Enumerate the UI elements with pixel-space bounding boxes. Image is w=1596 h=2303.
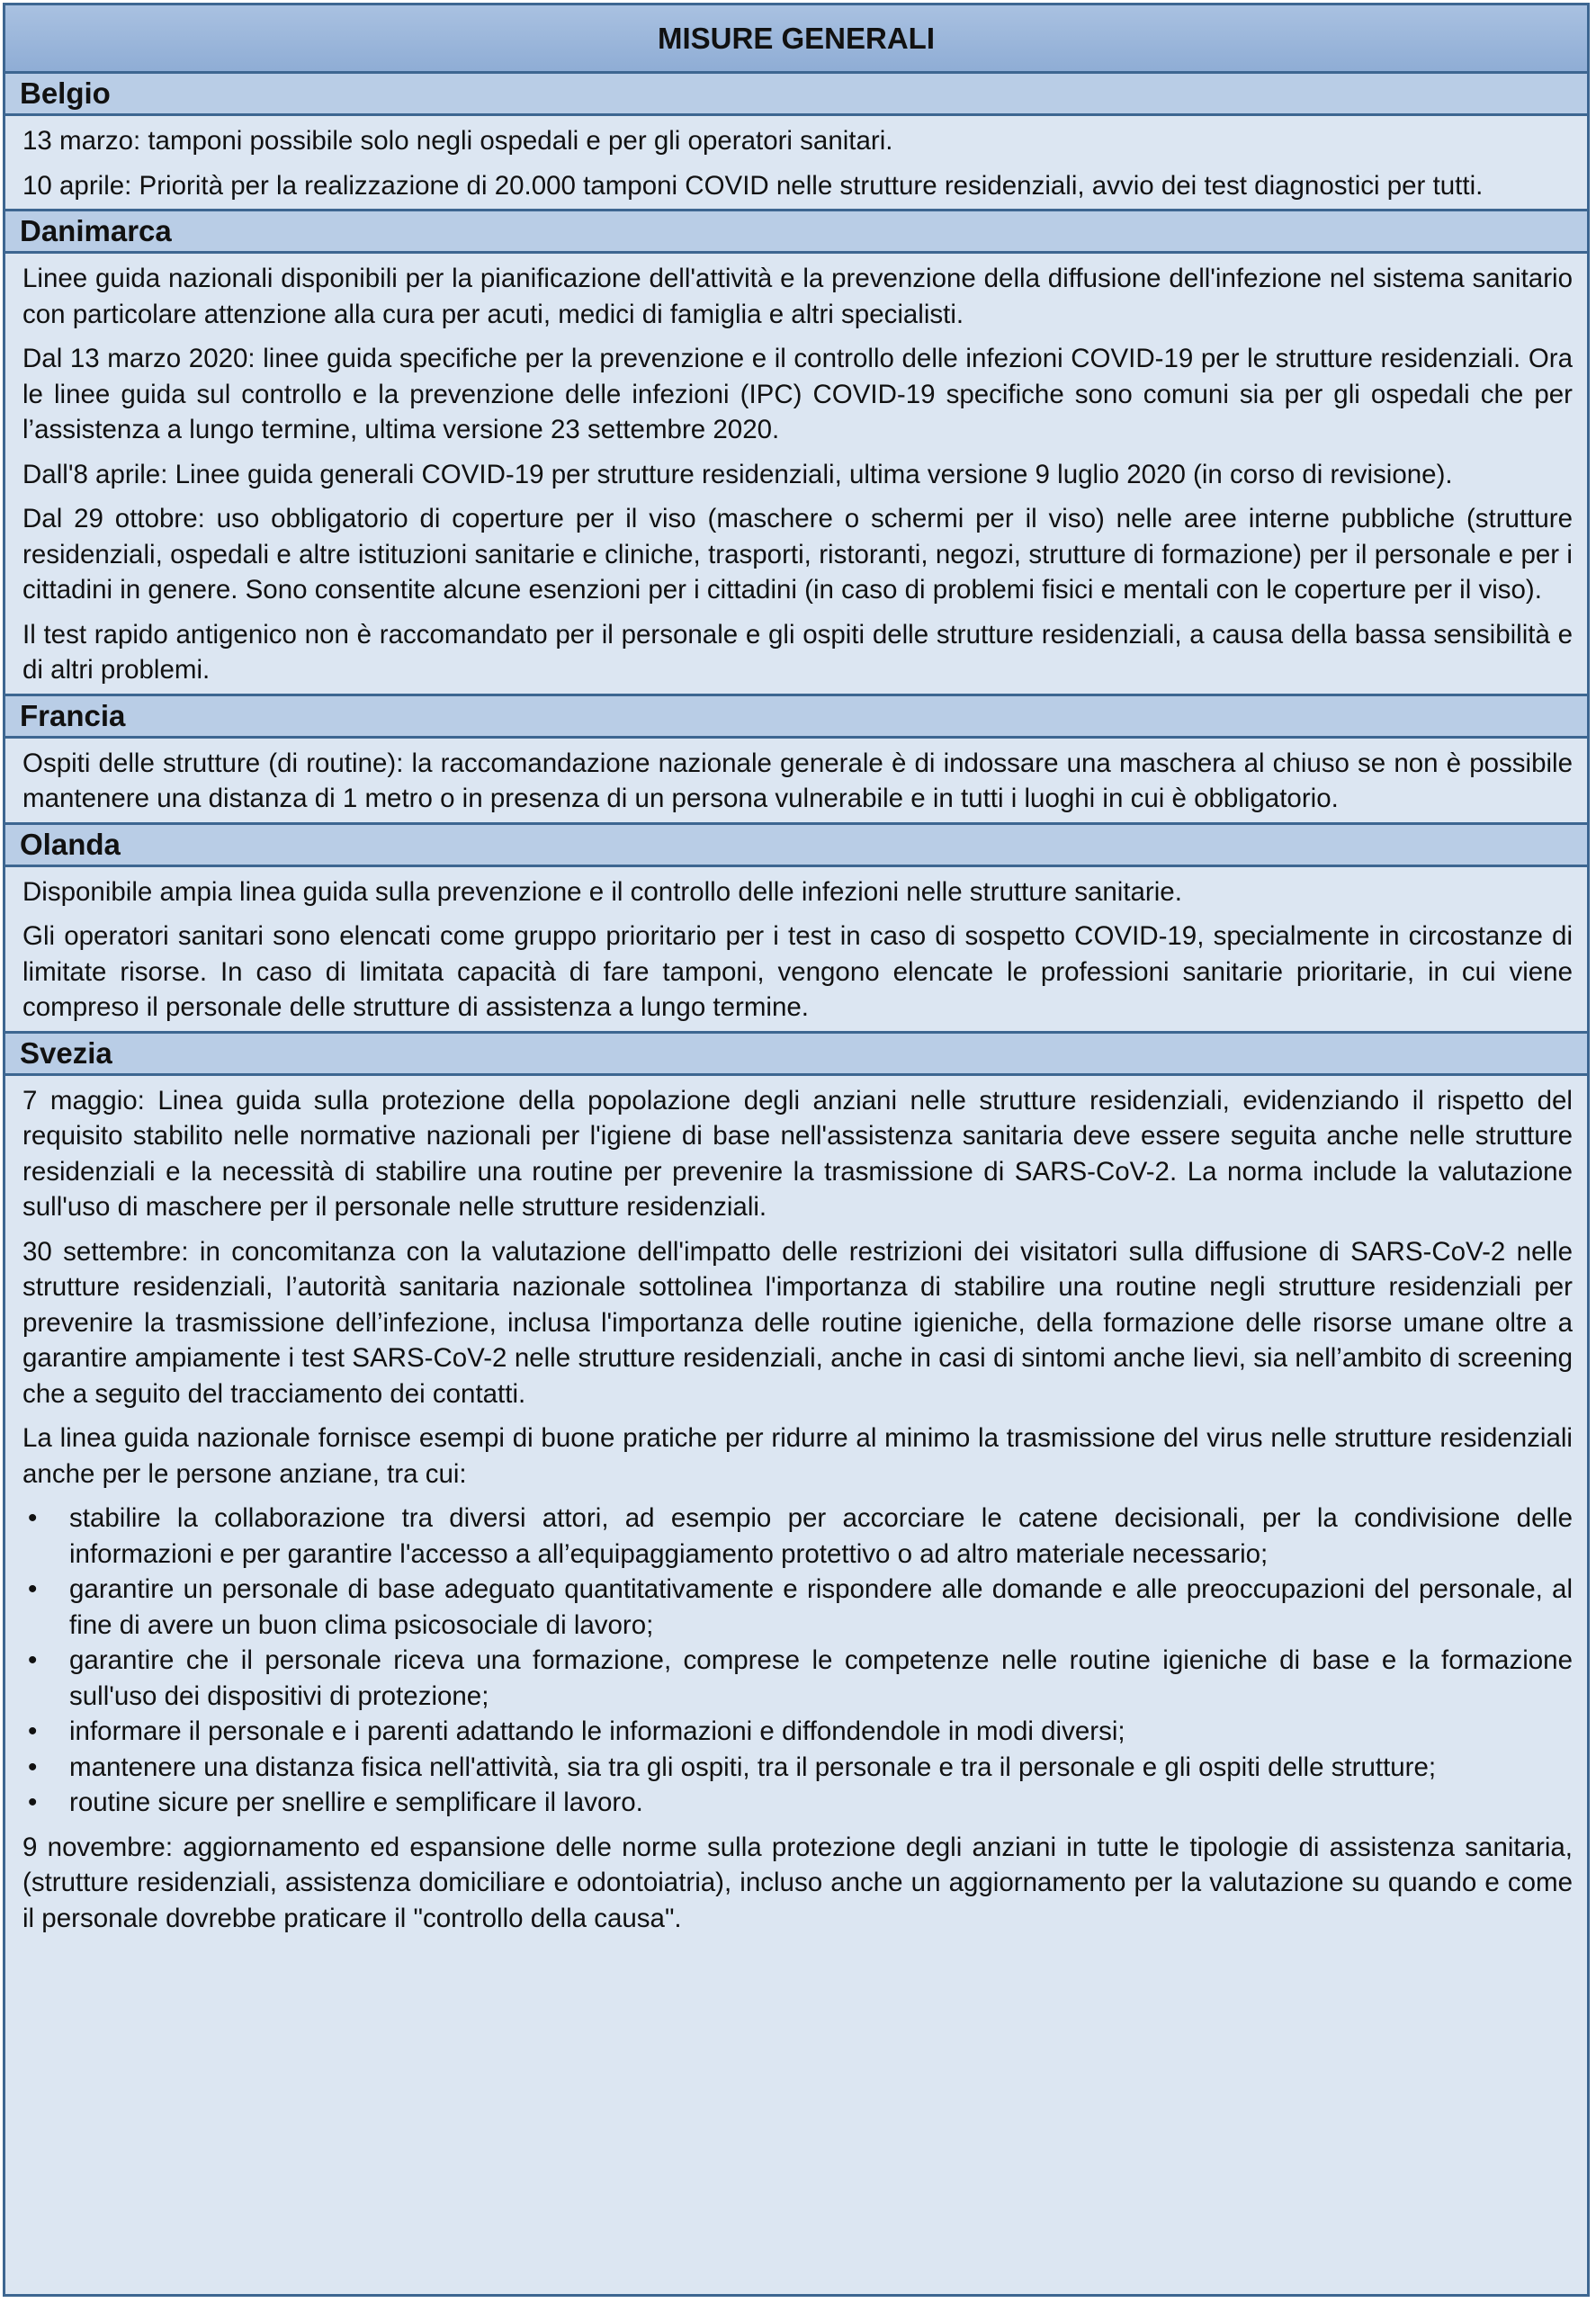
bullet-icon: •	[28, 1752, 38, 1782]
paragraph: La linea guida nazionale fornisce esempi di buone pratiche per ridurre al minimo la trasmissione del virus nelle strutture residenziali anche per le persone anziane, tra cui:	[22, 1423, 1573, 1489]
list-item-text: routine sicure per snellire e semplificare il lavoro.	[69, 1788, 643, 1817]
table-title: MISURE GENERALI	[5, 5, 1587, 74]
section-body-danimarca	[5, 254, 1587, 696]
list-item	[22, 1785, 1573, 1821]
bullet-icon: •	[28, 1645, 38, 1675]
section-body-svezia	[5, 1076, 1587, 1942]
paragraph: Ospiti delle strutture (di routine): la raccomandazione nazionale generale è di indossare una maschera al chiuso se non è possibile mantenere una distanza di 1 metro o in presenza di un persona vulnerabile e in tutti i luoghi in cui è obbligatorio.	[22, 748, 1573, 813]
section-header-belgio: Belgio	[5, 74, 1587, 116]
paragraph: Linee guida nazionali disponibili per la pianificazione dell'attività e la prevenzione della diffusione dell'infezione nel sistema sanitario con particolare attenzione alla cura per acuti, medici di famiglia e altri specialisti.	[22, 264, 1573, 329]
paragraph: 9 novembre: aggiornamento ed espansione delle norme sulla protezione degli anziani in tutte le tipologie di assistenza sanitaria, (strutture residenziali, assistenza domiciliare e odontoiatria), incluso anche un aggiornamento per la valutazione su quando e come il personale dovrebbe praticare il "controllo della causa".	[22, 1832, 1573, 1933]
list-item-text: mantenere una distanza fisica nell'attività, sia tra gli ospiti, tra il personale e tra il personale e gli ospiti delle strutture;	[69, 1752, 1437, 1782]
list-item	[22, 1714, 1573, 1750]
section-body-francia	[5, 739, 1587, 825]
list-item	[22, 1501, 1573, 1572]
bullet-icon: •	[28, 1716, 38, 1746]
bullet-icon: •	[28, 1788, 38, 1817]
bullet-icon: •	[28, 1574, 38, 1604]
paragraph: 10 aprile: Priorità per la realizzazione di 20.000 tamponi COVID nelle strutture residenziali, avvio dei test diagnostici per tutti.	[22, 170, 1484, 201]
list-item	[22, 1643, 1573, 1714]
paragraph: Il test rapido antigenico non è raccomandato per il personale e gli ospiti delle strutture residenziali, a causa della bassa sensibilità e di altri problemi.	[22, 619, 1573, 685]
paragraph: Gli operatori sanitari sono elencati come gruppo prioritario per i test in caso di sospetto COVID-19, specialmente in circostanze di limitate risorse. In caso di limitata capacità di fare tamponi, vengono elencate le professioni sanitarie prioritarie, in cui viene compreso il personale delle strutture di assistenza a lungo termine.	[22, 921, 1573, 1022]
paragraph: 30 settembre: in concomitanza con la valutazione dell'impatto delle restrizioni dei visitatori sulla diffusione di SARS-CoV-2 nelle strutture residenziali, l’autorità sanitaria nazionale sottolinea l'importanza di stabilire una routine negli strutture residenziali per prevenire la trasmissione dell’infezione, inclusa l'importanza delle routine igieniche, della formazione delle risorse umane oltre a garantire ampiamente i test SARS-CoV-2 nelle strutture residenziali, anche in casi di sintomi anche lievi, sia nell’ambito di screening che a seguito del tracciamento dei contatti.	[22, 1236, 1573, 1409]
measures-table	[3, 3, 1590, 2297]
section-body-belgio	[5, 116, 1587, 211]
paragraph: Dal 29 ottobre: uso obbligatorio di coperture per il viso (maschere o schermi per il viso) nelle aree interne pubbliche (strutture residenziali, ospedali e altre istituzioni sanitarie e cliniche, trasporti, ristoranti, negozi, strutture di formazione) per il personale e per i cittadini in genere. Sono consentite alcune esenzioni per i cittadini (in caso di problemi fisici e mentali con le coperture per il viso).	[22, 504, 1573, 605]
paragraph: 7 maggio: Linea guida sulla protezione della popolazione degli anziani nelle strutture residenziali, evidenziando il rispetto del requisito stabilito nelle normative nazionali per l'igiene di base nell'assistenza sanitaria deve essere seguita anche nelle strutture residenziali e la necessità di stabilire una routine per prevenire la trasmissione di SARS-CoV-2. La norma include la valutazione sull'uso di maschere per il personale nelle strutture residenziali.	[22, 1085, 1573, 1222]
paragraph: Disponibile ampia linea guida sulla prevenzione e il controllo delle infezioni nelle strutture sanitarie.	[22, 876, 1182, 907]
section-header-danimarca: Danimarca	[5, 211, 1587, 254]
section-header-olanda: Olanda	[5, 825, 1587, 867]
section-header-svezia: Svezia	[5, 1034, 1587, 1076]
paragraph: Dall'8 aprile: Linee guida generali COVID-19 per strutture residenziali, ultima versione 9 luglio 2020 (in corso di revisione).	[22, 459, 1453, 489]
list-item-text: informare il personale e i parenti adattando le informazioni e diffondendole in modi diversi;	[69, 1716, 1125, 1746]
bullet-icon: •	[28, 1503, 38, 1533]
bullet-list	[22, 1501, 1573, 1821]
list-item-text: garantire che il personale riceva una formazione, comprese le competenze nelle routine igieniche di base e la formazione sull'uso dei dispositivi di protezione;	[69, 1645, 1573, 1711]
section-body-olanda	[5, 867, 1587, 1034]
list-item	[22, 1572, 1573, 1643]
list-item-text: stabilire la collaborazione tra diversi attori, ad esempio per accorciare le catene decisionali, per la condivisione delle informazioni e per garantire l'accesso a all’equipaggiamento protettivo o ad altro materiale necessario;	[69, 1503, 1573, 1569]
paragraph: 13 marzo: tamponi possibile solo negli ospedali e per gli operatori sanitari.	[22, 126, 893, 156]
paragraph: Dal 13 marzo 2020: linee guida specifiche per la prevenzione e il controllo delle infezioni COVID-19 per le strutture residenziali. Ora le linee guida sul controllo e la prevenzione delle infezioni (IPC) COVID-19 specifiche sono comuni sia per gli ospedali che per l’assistenza a lungo termine, ultima versione 23 settembre 2020.	[22, 344, 1573, 444]
list-item	[22, 1750, 1573, 1786]
section-header-francia: Francia	[5, 696, 1587, 739]
list-item-text: garantire un personale di base adeguato quantitativamente e rispondere alle domande e alle preoccupazioni del personale, al fine di avere un buon clima psicosociale di lavoro;	[69, 1574, 1573, 1640]
